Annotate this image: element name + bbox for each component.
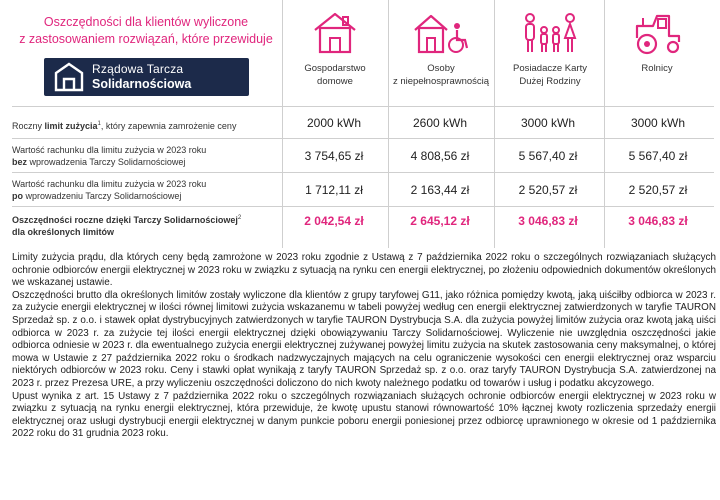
table-cell: 5 567,40 zł (518, 149, 578, 163)
shield-house-icon (52, 60, 86, 94)
row-label (12, 212, 241, 238)
row-label (12, 144, 206, 168)
logo (44, 58, 249, 96)
row-label-text: dla określonych limitów (12, 227, 115, 237)
table-cell: 3000 kWh (630, 116, 686, 130)
table-cell: 2 520,57 zł (518, 183, 578, 197)
table-row (12, 172, 714, 207)
footnote-ref: 1 (97, 121, 101, 127)
row-label (12, 118, 236, 132)
table-row (12, 138, 714, 173)
category-label: z niepełnosprawnością (392, 76, 490, 87)
footnotes (12, 252, 716, 441)
row-label-bold: po (12, 191, 23, 201)
category-label: domowe (317, 76, 353, 87)
savings-cell: 2 042,54 zł (304, 214, 364, 228)
savings-cell: 3 046,83 zł (518, 214, 578, 228)
row-label-bold: limit zużycia (44, 121, 98, 131)
table-row (12, 206, 714, 241)
row-label (12, 178, 206, 202)
category-label: Posiadacze Karty (513, 63, 587, 74)
table-row (12, 106, 714, 139)
title-line-1: Oszczędności dla klientów wyliczone (43, 15, 249, 29)
title-line-2: z zastosowaniem rozwiązań, które przewiduje (19, 32, 273, 46)
table-cell: 2 163,44 zł (410, 183, 470, 197)
logo-text-line2: Solidarnościowa (92, 77, 192, 91)
savings-cell: 2 645,12 zł (410, 214, 470, 228)
category-farmers (607, 8, 707, 75)
table-cell: 5 567,40 zł (628, 149, 688, 163)
category-label: Gospodarstwo (304, 63, 366, 74)
row-label-text: Wartość rachunku dla limitu zużycia w 2023 roku (12, 179, 207, 189)
footnote-paragraph: Limity zużycia prądu, dla których ceny będą zamrożone w 2023 roku zgodnie z Ustawą z 7 października 2022 roku o szczególnych rozwiązaniach służących ochronie odbiorców energii elektrycznej w 2023 roku w związku z sytuacją na rynku cen energii elektrycznej, po złożeniu odpowiednich dokumentów określonych we wskazanej ustawie. (12, 252, 716, 289)
table-cell: 2 520,57 zł (628, 183, 688, 197)
savings-cell: 3 046,83 zł (628, 214, 688, 228)
footnote-ref: 2 (237, 215, 242, 221)
table-cell: 4 808,56 zł (410, 149, 470, 163)
footnote-paragraph: Upust wynika z art. 15 Ustawy z 7 października 2022 roku o szczególnych rozwiązaniach służących ochronie odbiorców energii elektrycznej w 2023 roku w związku z sytuacją na rynku energii elektrycznej, która przewiduje, że kwotę upustu stanowi równowartość 10% łącznej kwoty rozliczenia sprzedaży energii elektrycznej oraz usługi dystrybucji energii elektrycznej w danym punkcie poboru energii poniesionej przez odbiorcę uprawnionego w okresie od 1 października 2022 roku do 31 grudnia 2023 roku. (12, 390, 716, 440)
row-label-text: wprowadzenia Tarczy Solidarnościowej (27, 157, 186, 167)
category-label: Osoby (427, 63, 455, 74)
category-household (285, 8, 385, 88)
table-cell: 2600 kWh (412, 116, 468, 130)
category-large-family (497, 8, 603, 88)
tractor-icon (627, 8, 687, 56)
table-title (12, 14, 280, 48)
row-label-text: , który zapewnia zamrożenie ceny (100, 121, 237, 131)
row-label-text: Oszczędności roczne dzięki Tarczy Solidarnościowej (12, 215, 238, 225)
category-disabled (391, 8, 491, 88)
table-cell: 1 712,11 zł (305, 183, 363, 197)
table-cell: 3 754,65 zł (304, 149, 364, 163)
category-label: Rolnicy (641, 63, 673, 74)
row-label-bold: bez (12, 157, 28, 167)
logo-text-line1: Rządowa Tarcza (92, 62, 184, 76)
category-label: Dużej Rodziny (519, 76, 581, 87)
row-label-text: Wartość rachunku dla limitu zużycia w 2023 roku (12, 145, 207, 155)
row-label-text: wprowadzeniu Tarczy Solidarnościowej (23, 191, 182, 201)
row-label-text: Roczny (12, 121, 45, 131)
house-wheelchair-icon (411, 8, 471, 56)
table-cell: 2000 kWh (306, 116, 362, 130)
table-cell: 3000 kWh (520, 116, 576, 130)
family-icon (520, 8, 580, 56)
footnote-paragraph: Oszczędności brutto dla określonych limitów zostały wyliczone dla klientów z grupy taryfowej G11, jako różnica pomiędzy kwotą, jaką uiściłby odbiorca w 2023 r. za zużycie energii elektrycznej w ilości równej limitowi zużycia wskazanemu w tabeli powyżej według cen energii elektrycznej zatwierdzonych w taryfie TAURON Sprzedaż sp. z o.o. i stawek opłat dystrybucyjnych zatwierdzonych w taryfie TAURON Dystrybucja S.A. dla zużycia powyżej limitów zużycia oraz kwotą jaką uiści odbiorca w 2023 r. za zużycie tej ilości energii elektrycznej dzięki obowiązywaniu Tarczy Solidarnościowej. Wyliczenie nie uwzględnia oszczędności jakie odbiorca odniesie w 2023 r. dla ewentualnego zużycia energii elektrycznej zużywanej powyżej limitu zużycia na skutek zastosowania ceny maksymalnej, o której mowa w Ustawie z 27 października 2022 roku o środkach nadzwyczajnych mających na celu ograniczenie wysokości cen energii elektrycznej oraz wsparciu niektórych odbiorców w 2023 roku. Ceny i stawki opłat wynikają z taryfy TAURON Sprzedaż sp. z o.o. oraz taryfy TAURON Dystrybucja S.A. zatwierdzonej na 2023 r. przez Prezesa URE, a przy wyliczeniu oszczędności doliczono do nich kwoty należnego podatku od towarów i usług i podatku akcyzowego. (12, 289, 716, 389)
house-icon (305, 8, 365, 56)
